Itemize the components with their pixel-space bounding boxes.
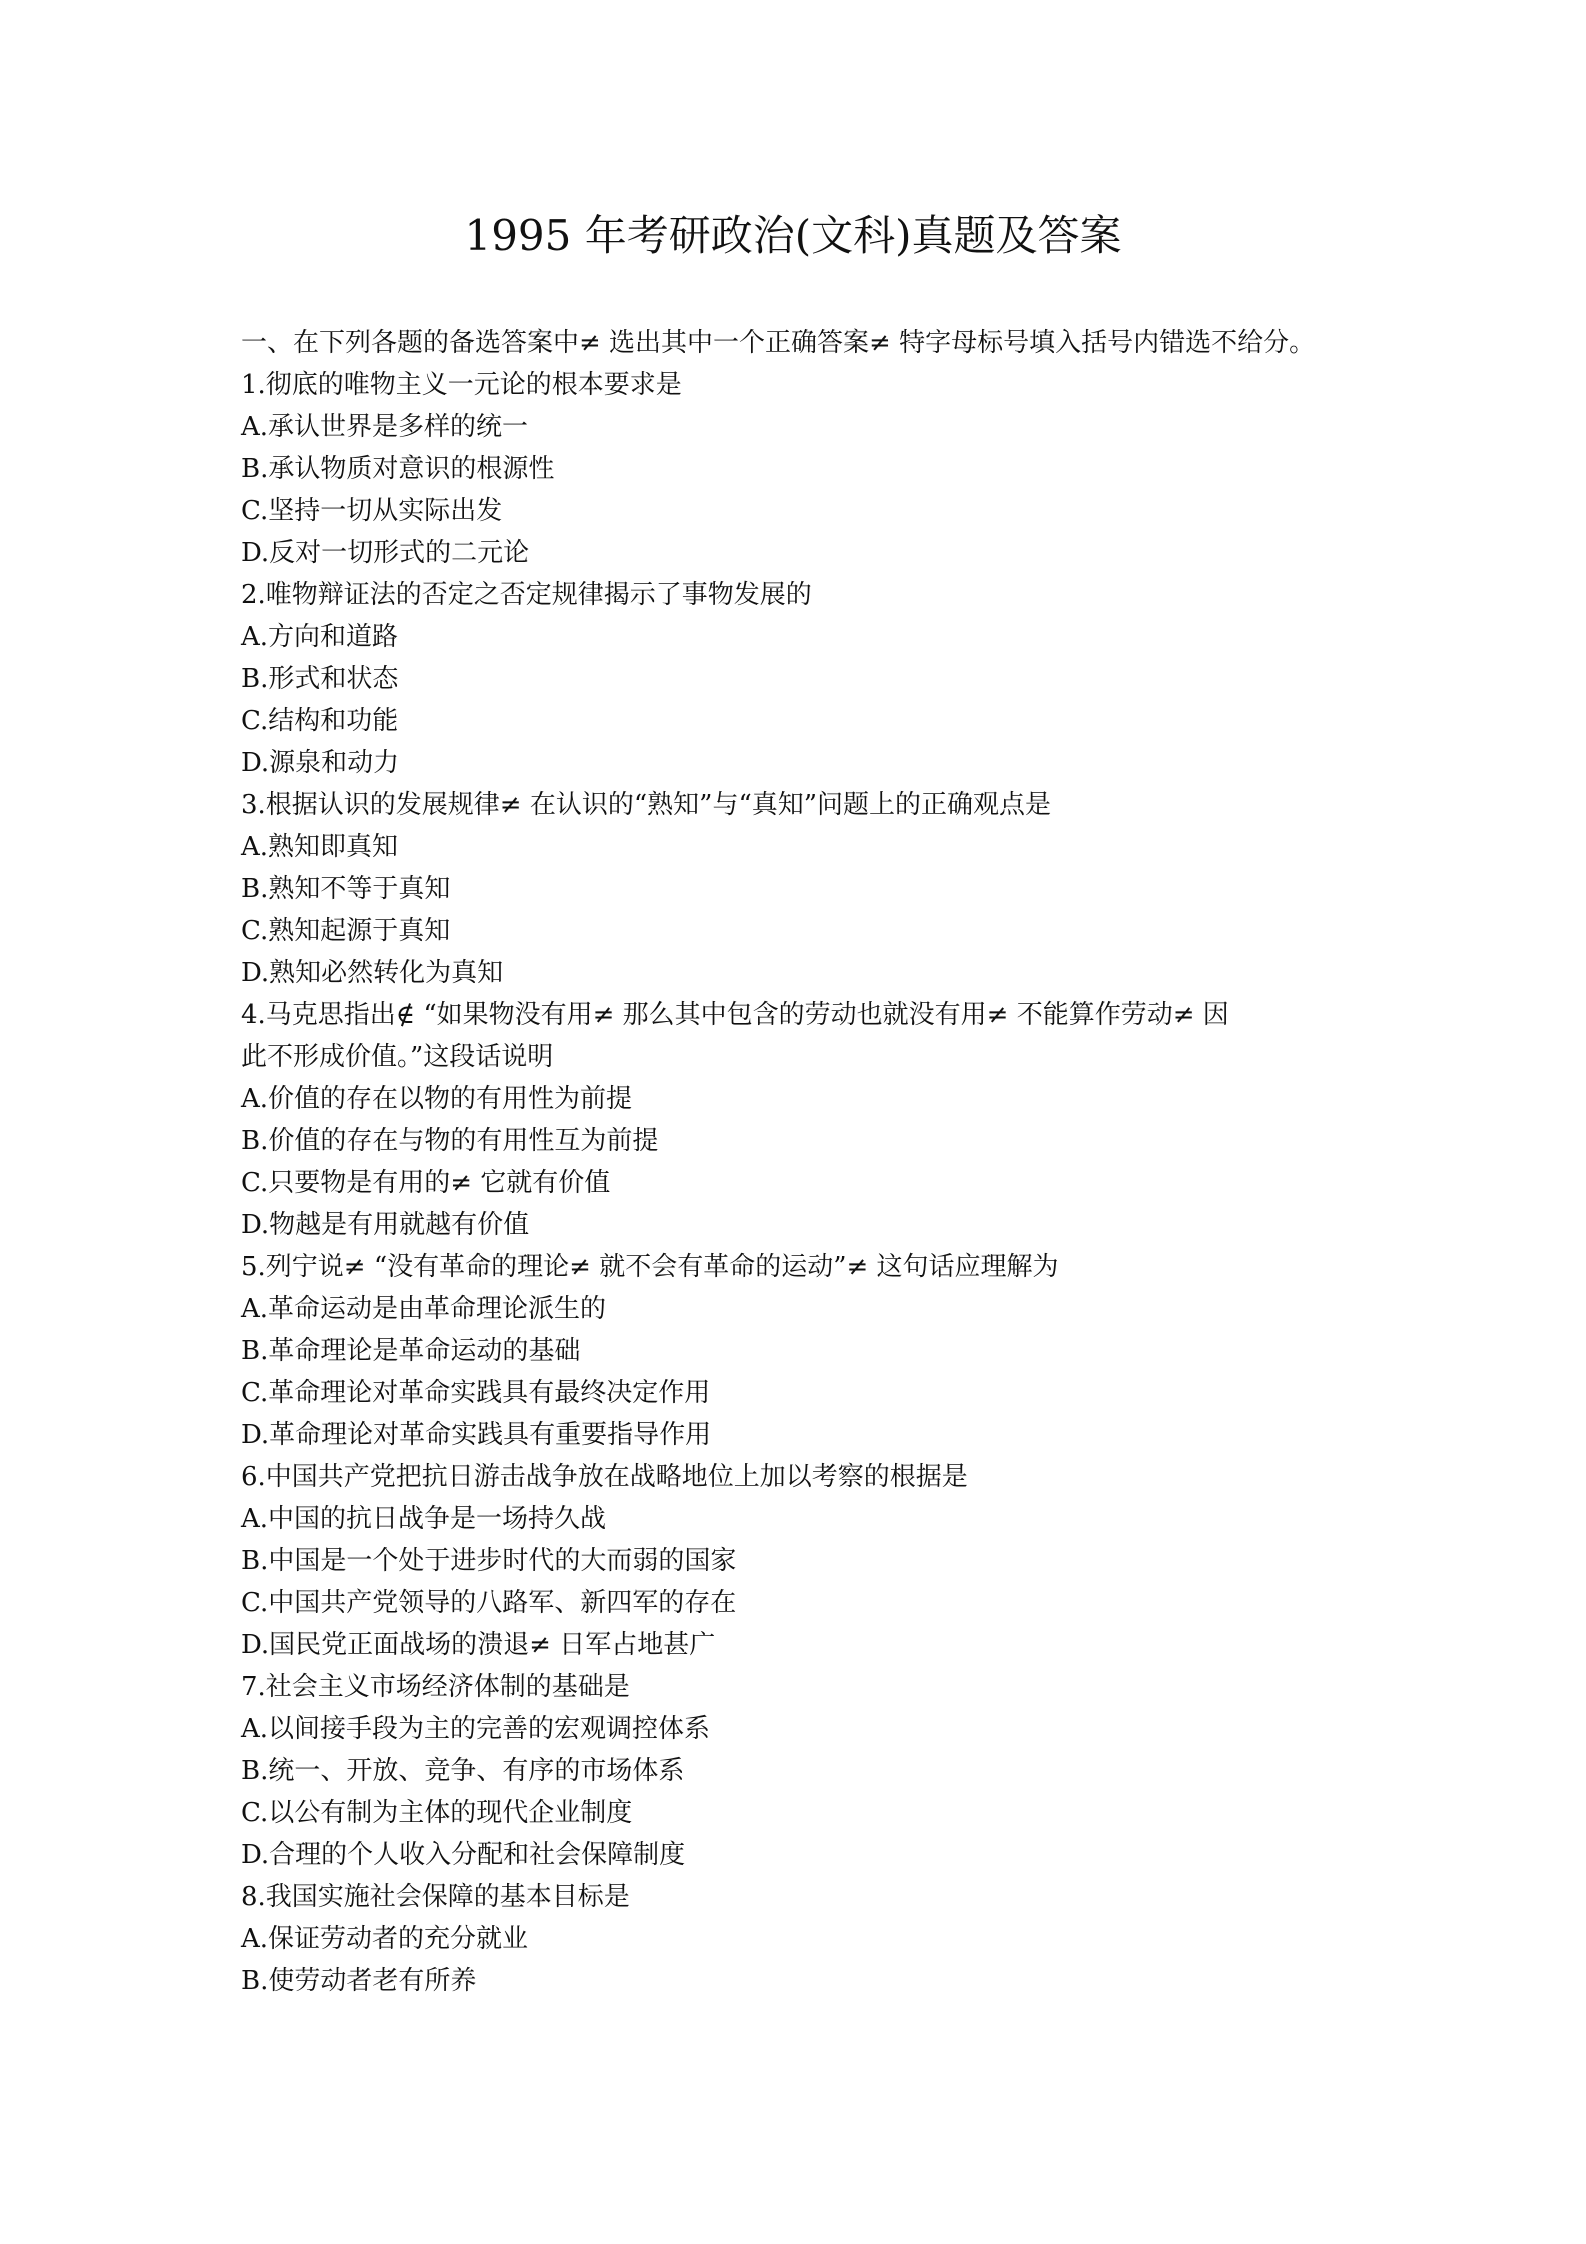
answer-option: D.革命理论对革命实践具有重要指导作用 — [241, 1420, 712, 1450]
answer-option: B.承认物质对意识的根源性 — [241, 454, 555, 484]
answer-option: A.中国的抗日战争是一场持久战 — [241, 1504, 607, 1534]
answer-option: C.只要物是有用的≠ 它就有价值 — [241, 1168, 611, 1198]
answer-option: A.保证劳动者的充分就业 — [241, 1924, 529, 1954]
answer-option: A.价值的存在以物的有用性为前提 — [241, 1084, 633, 1114]
answer-option: C.结构和功能 — [241, 706, 399, 736]
answer-option: A.承认世界是多样的统一 — [241, 412, 529, 442]
answer-option: D.合理的个人收入分配和社会保障制度 — [241, 1840, 686, 1870]
question-text: 5.列宁说≠ “没有革命的理论≠ 就不会有革命的运动”≠ 这句话应理解为 — [241, 1252, 1059, 1282]
answer-option: C.坚持一切从实际出发 — [241, 496, 503, 526]
answer-option: B.价值的存在与物的有用性互为前提 — [241, 1126, 659, 1156]
document-body — [241, 322, 1351, 2002]
document-title: 1995 年考研政治(文科)真题及答案 — [464, 211, 1122, 260]
question-text: 1.彻底的唯物主义一元论的根本要求是 — [241, 370, 682, 400]
answer-option: A.以间接手段为主的完善的宏观调控体系 — [241, 1714, 711, 1744]
answer-option: D.国民党正面战场的溃退≠ 日军占地甚广 — [241, 1630, 716, 1660]
answer-option: B.熟知不等于真知 — [241, 874, 451, 904]
answer-option: B.形式和状态 — [241, 664, 399, 694]
answer-option: B.革命理论是革命运动的基础 — [241, 1336, 581, 1366]
answer-option: B.统一、开放、竞争、有序的市场体系 — [241, 1756, 685, 1786]
answer-option: A.革命运动是由革命理论派生的 — [241, 1294, 607, 1324]
question-list — [241, 364, 1351, 2002]
answer-option: D.熟知必然转化为真知 — [241, 958, 504, 988]
section-intro: 一、在下列各题的备选答案中≠ 选出其中一个正确答案≠ 特字母标号填入括号内错选不给分。 — [241, 328, 1316, 358]
answer-option: D.反对一切形式的二元论 — [241, 538, 530, 568]
question-text: 3.根据认识的发展规律≠ 在认识的“熟知”与“真知”问题上的正确观点是 — [241, 790, 1052, 820]
question-text: 2.唯物辩证法的否定之否定规律揭示了事物发展的 — [241, 580, 812, 610]
answer-option: A.熟知即真知 — [241, 832, 399, 862]
answer-option: D.源泉和动力 — [241, 748, 400, 778]
answer-option: C.以公有制为主体的现代企业制度 — [241, 1798, 633, 1828]
question-text: 8.我国实施社会保障的基本目标是 — [241, 1882, 630, 1912]
answer-option: B.使劳动者老有所养 — [241, 1966, 477, 1996]
answer-option: C.中国共产党领导的八路军、新四军的存在 — [241, 1588, 737, 1618]
question-text: 7.社会主义市场经济体制的基础是 — [241, 1672, 630, 1702]
question-text: 6.中国共产党把抗日游击战争放在战略地位上加以考察的根据是 — [241, 1462, 968, 1492]
answer-option: B.中国是一个处于进步时代的大而弱的国家 — [241, 1546, 737, 1576]
question-text: 4.马克思指出∉ “如果物没有用≠ 那么其中包含的劳动也就没有用≠ 不能算作劳动≠ 因 — [241, 1000, 1229, 1030]
answer-option: C.革命理论对革命实践具有最终决定作用 — [241, 1378, 711, 1408]
answer-option: A.方向和道路 — [241, 622, 399, 652]
question-text-continued: 此不形成价值。”这段话说明 — [241, 1042, 554, 1072]
answer-option: D.物越是有用就越有价值 — [241, 1210, 530, 1240]
answer-option: C.熟知起源于真知 — [241, 916, 451, 946]
